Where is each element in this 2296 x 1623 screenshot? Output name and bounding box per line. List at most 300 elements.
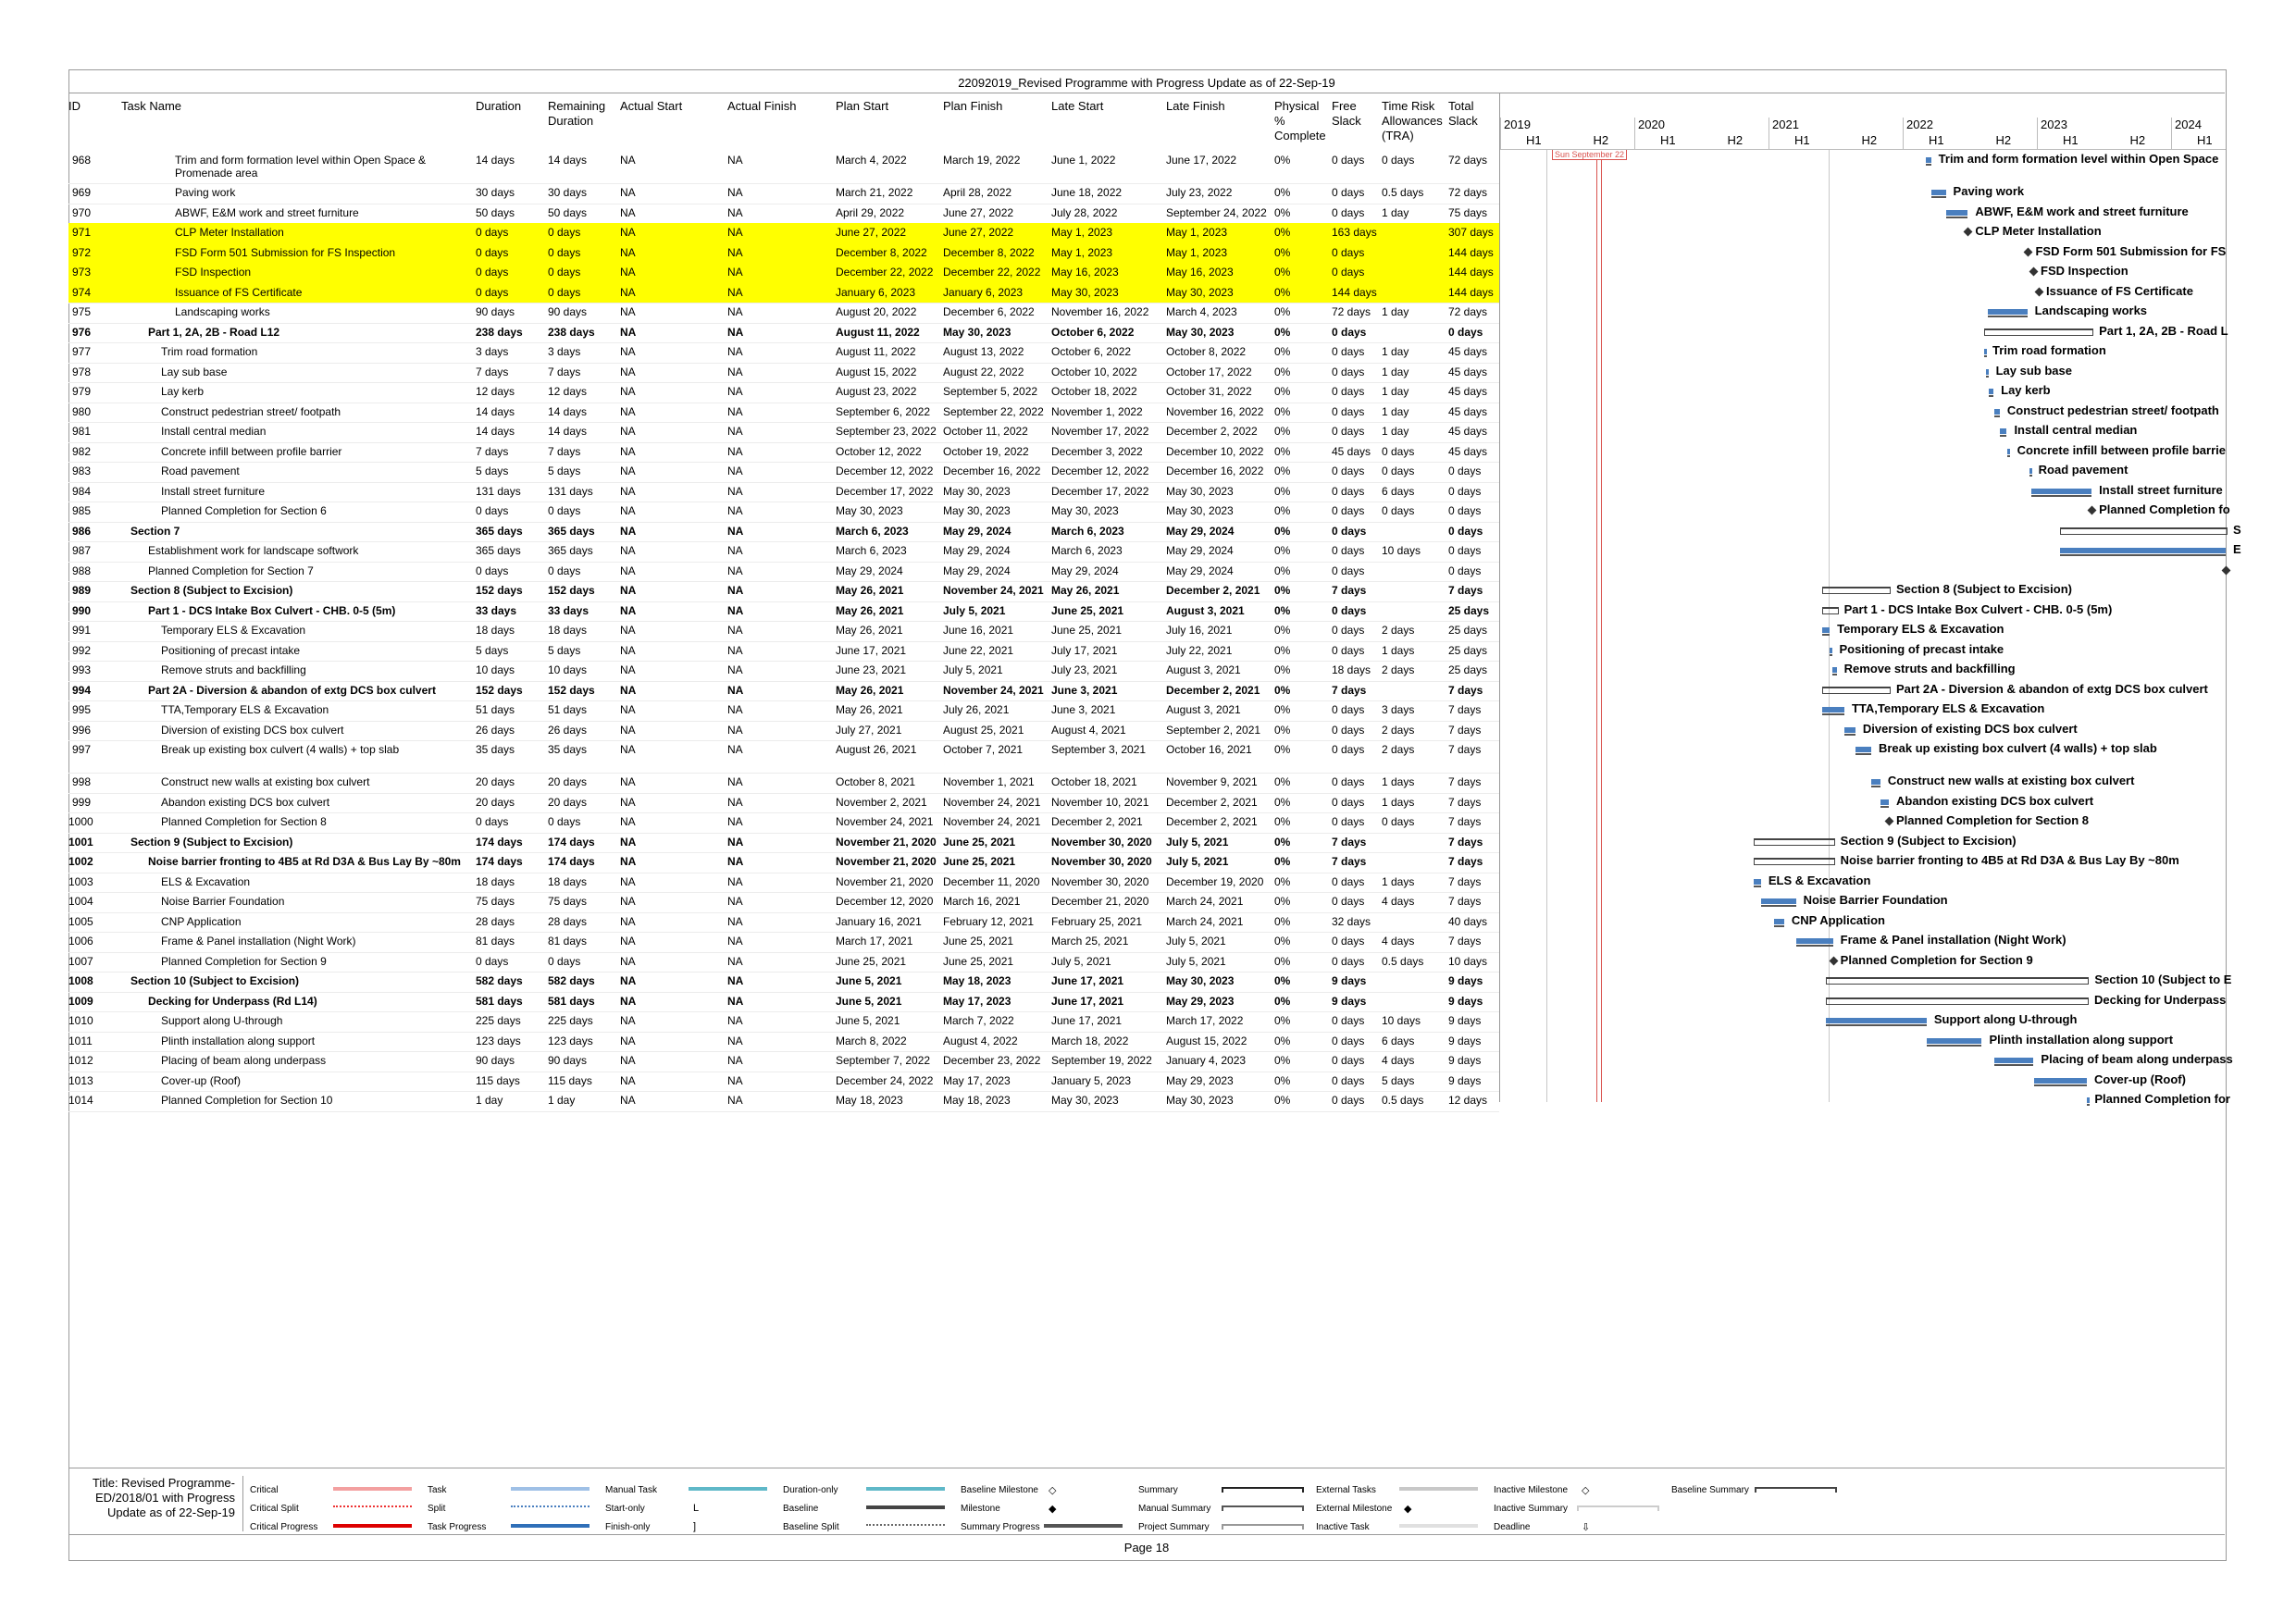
task-bar[interactable] <box>2034 1078 2087 1084</box>
table-row[interactable] <box>68 1091 1499 1111</box>
status-date-label: Sun September 22 <box>1552 149 1627 160</box>
cell-ps: November 21, 2020 <box>836 835 937 849</box>
gantt-bar-label: Concrete infill between profile barrie <box>2017 442 2226 457</box>
gantt-bar-label: Install street furniture <box>2099 482 2223 497</box>
task-bar[interactable] <box>1822 627 1830 633</box>
table-row[interactable] <box>68 151 1499 183</box>
cell-pc: 0% <box>1274 365 1291 378</box>
cell-pc: 0% <box>1274 524 1291 538</box>
table-row[interactable] <box>68 681 1499 701</box>
cell-ts: 25 days <box>1448 624 1488 637</box>
cell-dur: 0 days <box>476 245 509 259</box>
task-bar[interactable] <box>1994 1058 2033 1063</box>
table-row[interactable] <box>68 204 1499 224</box>
cell-as: NA <box>620 226 636 239</box>
table-row[interactable] <box>68 1032 1499 1052</box>
cell-lf: March 4, 2023 <box>1166 305 1237 318</box>
cell-dur: 14 days <box>476 154 515 167</box>
table-row[interactable] <box>68 912 1499 933</box>
cell-dur: 0 days <box>476 564 509 577</box>
cell-id: 975 <box>71 305 91 318</box>
legend-swatch <box>1755 1487 1837 1493</box>
cell-task-name: Planned Completion for Section 8 <box>161 815 327 828</box>
table-row[interactable] <box>68 1051 1499 1072</box>
cell-af: NA <box>727 385 743 398</box>
cell-pf: May 18, 2023 <box>943 974 1011 987</box>
cell-as: NA <box>620 444 636 458</box>
gantt-bar-label: Placing of beam along underpass <box>2041 1052 2233 1066</box>
cell-rem: 7 days <box>548 365 581 378</box>
milestone-marker[interactable] <box>2222 565 2231 575</box>
task-bar[interactable] <box>1871 779 1880 785</box>
cell-lf: September 24, 2022 <box>1166 205 1267 219</box>
cell-pc: 0% <box>1274 245 1291 259</box>
cell-rem: 0 days <box>548 285 581 299</box>
cell-task-name: Part 2A - Diversion & abandon of extg DCS box culvert <box>148 683 436 697</box>
cell-pc: 0% <box>1274 504 1291 517</box>
cell-tra: 0 days <box>1382 444 1415 458</box>
cell-pf: June 25, 2021 <box>943 935 1014 948</box>
table-row[interactable] <box>68 363 1499 383</box>
task-bar[interactable] <box>1830 648 1832 653</box>
cell-ps: October 12, 2022 <box>836 444 922 458</box>
summary-bar[interactable] <box>1984 328 2093 336</box>
task-bar[interactable] <box>1988 309 2028 315</box>
gantt-bar-label: FSD Inspection <box>2041 264 2128 278</box>
task-bar[interactable] <box>1927 1038 1981 1044</box>
task-bar[interactable] <box>1931 190 1945 195</box>
table-row[interactable] <box>68 562 1499 582</box>
cell-as: NA <box>620 1014 636 1027</box>
legend-swatch <box>511 1487 590 1491</box>
cell-as: NA <box>620 484 636 498</box>
cell-as: NA <box>620 743 636 756</box>
cell-fs: 0 days <box>1332 1014 1365 1027</box>
summary-bar[interactable] <box>1826 997 2089 1005</box>
cell-pf: December 6, 2022 <box>943 305 1035 318</box>
table-row[interactable] <box>68 1072 1499 1092</box>
timescale-half: H2 <box>1995 133 2012 147</box>
col-header-free-slack[interactable]: Free Slack <box>1332 99 1361 128</box>
cell-ts: 0 days <box>1448 544 1482 557</box>
table-row[interactable] <box>68 581 1499 601</box>
cell-task-name: Frame & Panel installation (Night Work) <box>161 935 356 948</box>
cell-ls: July 5, 2021 <box>1051 954 1111 968</box>
col-header-actual-finish[interactable]: Actual Finish <box>727 99 797 113</box>
legend <box>68 1468 2225 1535</box>
table-row[interactable] <box>68 932 1499 952</box>
summary-bar[interactable] <box>1822 587 1891 594</box>
cell-as: NA <box>620 345 636 358</box>
baseline-bar <box>1931 196 1945 198</box>
cell-fs: 0 days <box>1332 504 1365 517</box>
table-row[interactable] <box>68 482 1499 502</box>
col-header-task-name[interactable]: Task Name <box>121 99 182 113</box>
gantt-bar-label: Section 10 (Subject to E <box>2094 973 2232 986</box>
col-header-plan-start[interactable]: Plan Start <box>836 99 889 113</box>
cell-ls: June 25, 2021 <box>1051 624 1123 637</box>
cell-tra: 0 days <box>1382 504 1415 517</box>
cell-af: NA <box>727 1094 743 1107</box>
task-bar[interactable] <box>2060 548 2226 553</box>
cell-task-name: Trim and form formation level within Open Space & Promenade area <box>175 154 427 180</box>
cell-ts: 10 days <box>1448 954 1488 968</box>
table-row[interactable] <box>68 873 1499 893</box>
gantt-bar-label: Noise Barrier Foundation <box>1803 893 1948 907</box>
cell-dur: 131 days <box>476 484 521 498</box>
cell-as: NA <box>620 683 637 697</box>
cell-pc: 0% <box>1274 723 1291 737</box>
cell-id: 984 <box>71 484 91 498</box>
cell-af: NA <box>727 703 743 716</box>
table-row[interactable] <box>68 263 1499 283</box>
col-header-physical-complete[interactable]: Physical % Complete <box>1274 99 1326 142</box>
task-bar[interactable] <box>1880 799 1889 805</box>
timescale-half: H1 <box>1929 133 1944 147</box>
cell-ls: November 30, 2020 <box>1051 855 1152 868</box>
col-header-late-finish[interactable]: Late Finish <box>1166 99 1225 113</box>
legend-swatch <box>333 1487 412 1491</box>
cell-pf: March 7, 2022 <box>943 1014 1014 1027</box>
cell-dur: 7 days <box>476 444 509 458</box>
cell-dur: 14 days <box>476 425 515 438</box>
cell-lf: July 5, 2021 <box>1166 954 1226 968</box>
cell-pc: 0% <box>1274 855 1291 868</box>
cell-ls: February 25, 2021 <box>1051 914 1143 928</box>
cell-pc: 0% <box>1274 425 1291 438</box>
table-row[interactable] <box>68 422 1499 442</box>
cell-ps: June 5, 2021 <box>836 1014 900 1027</box>
cell-ps: September 6, 2022 <box>836 404 931 418</box>
cell-ls: October 18, 2022 <box>1051 385 1137 398</box>
cell-dur: 18 days <box>476 624 515 637</box>
cell-lf: May 30, 2023 <box>1166 1094 1234 1107</box>
cell-rem: 174 days <box>548 835 595 849</box>
timescale-divider <box>1500 149 2226 150</box>
cell-id: 990 <box>71 603 91 617</box>
gantt-bar-label: Issuance of FS Certificate <box>2045 283 2193 298</box>
table-row[interactable] <box>68 833 1499 853</box>
table-row[interactable] <box>68 641 1499 662</box>
table-row[interactable] <box>68 952 1499 973</box>
gantt-gridline <box>1546 149 1547 1102</box>
col-header-actual-start[interactable]: Actual Start <box>620 99 683 113</box>
table-row[interactable] <box>68 740 1499 773</box>
task-bar[interactable] <box>1984 349 1987 354</box>
cell-af: NA <box>727 524 744 538</box>
table-row[interactable] <box>68 323 1499 343</box>
cell-af: NA <box>727 305 743 318</box>
cell-id: 989 <box>71 584 91 597</box>
task-bar[interactable] <box>1986 369 1989 375</box>
gantt-bar-label: Lay kerb <box>2001 383 2051 397</box>
cell-ls: October 6, 2022 <box>1051 325 1135 339</box>
milestone-marker[interactable] <box>1829 956 1838 965</box>
col-header-plan-finish[interactable]: Plan Finish <box>943 99 1003 113</box>
cell-ps: August 20, 2022 <box>836 305 917 318</box>
cell-ps: May 26, 2021 <box>836 624 903 637</box>
cell-pf: May 30, 2023 <box>943 325 1011 339</box>
table-row[interactable] <box>68 852 1499 873</box>
table-row[interactable] <box>68 972 1499 992</box>
cell-pf: September 5, 2022 <box>943 385 1038 398</box>
timescale-tick <box>2171 118 2172 149</box>
col-header-remaining-duration[interactable]: Remaining Duration <box>548 99 606 128</box>
cell-id: 1005 <box>68 914 93 928</box>
timescale-half: H2 <box>2129 133 2146 147</box>
cell-dur: 365 days <box>476 524 523 538</box>
cell-id: 986 <box>71 524 91 538</box>
task-bar[interactable] <box>1774 919 1784 924</box>
baseline-bar <box>2029 475 2032 477</box>
table-row[interactable] <box>68 442 1499 463</box>
table-row[interactable] <box>68 700 1499 721</box>
task-bar[interactable] <box>1761 898 1795 904</box>
task-bar[interactable] <box>1822 707 1844 712</box>
table-row[interactable] <box>68 382 1499 403</box>
task-bar[interactable] <box>1946 210 1967 216</box>
table-row[interactable] <box>68 621 1499 641</box>
cell-id: 972 <box>71 245 91 259</box>
cell-pf: May 29, 2024 <box>943 564 1011 577</box>
legend-label: Task <box>428 1485 447 1495</box>
legend-swatch: ⇩ <box>1582 1522 1591 1533</box>
cell-as: NA <box>620 154 636 167</box>
cell-ts: 9 days <box>1448 1034 1482 1047</box>
table-row[interactable] <box>68 283 1499 304</box>
cell-task-name: CNP Application <box>161 914 242 928</box>
cell-lf: May 30, 2023 <box>1166 504 1234 517</box>
cell-rem: 0 days <box>548 266 581 279</box>
gantt-bar-label: FSD Form 501 Submission for FS <box>2035 243 2227 258</box>
table-row[interactable] <box>68 522 1499 542</box>
cell-pc: 0% <box>1274 285 1291 299</box>
milestone-marker[interactable] <box>2029 267 2039 277</box>
table-row[interactable] <box>68 793 1499 813</box>
cell-fs: 0 days <box>1332 703 1365 716</box>
legend-swatch: ◇ <box>1049 1485 1057 1496</box>
cell-ps: December 12, 2020 <box>836 895 934 908</box>
summary-bar[interactable] <box>2060 527 2228 535</box>
cell-fs: 0 days <box>1332 1054 1365 1067</box>
table-row[interactable] <box>68 661 1499 681</box>
timescale-tick <box>1500 118 1501 149</box>
timescale-tick <box>2037 118 2038 149</box>
task-bar[interactable] <box>1989 389 1993 394</box>
summary-bar[interactable] <box>1754 858 1835 865</box>
gantt-bar-label: Section 9 (Subject to Excision) <box>1840 833 2017 848</box>
task-bar[interactable] <box>1754 879 1761 885</box>
cell-ts: 0 days <box>1448 524 1483 538</box>
task-bar[interactable] <box>1926 157 1931 163</box>
milestone-marker[interactable] <box>2088 506 2097 515</box>
legend-label: Summary Progress <box>961 1522 1040 1532</box>
cell-ps: March 21, 2022 <box>836 186 913 199</box>
task-bar[interactable] <box>2031 489 2091 494</box>
gantt-bar-label: ABWF, E&M work and street furniture <box>1975 204 2189 218</box>
task-bar[interactable] <box>1832 667 1837 673</box>
cell-tra: 1 day <box>1382 425 1409 438</box>
cell-ps: November 21, 2020 <box>836 874 934 888</box>
cell-ps: July 27, 2021 <box>836 723 902 737</box>
cell-fs: 7 days <box>1332 683 1367 697</box>
milestone-marker[interactable] <box>1964 228 1973 237</box>
cell-ps: January 16, 2021 <box>836 914 922 928</box>
cell-ls: June 1, 2022 <box>1051 154 1116 167</box>
cell-af: NA <box>727 603 744 617</box>
cell-af: NA <box>727 404 743 418</box>
cell-pc: 0% <box>1274 584 1291 597</box>
table-row[interactable] <box>68 541 1499 562</box>
milestone-marker[interactable] <box>1885 817 1894 826</box>
legend-label: Duration-only <box>783 1485 838 1495</box>
cell-id: 1006 <box>68 935 93 948</box>
cell-task-name: Decking for Underpass (Rd L14) <box>148 994 317 1008</box>
task-bar[interactable] <box>2029 468 2032 474</box>
legend-swatch <box>866 1487 945 1491</box>
cell-pc: 0% <box>1274 974 1291 987</box>
legend-label: Start-only <box>605 1504 645 1514</box>
cell-tra: 2 days <box>1382 743 1415 756</box>
cell-dur: 35 days <box>476 743 515 756</box>
cell-rem: 33 days <box>548 603 590 617</box>
cell-tra: 10 days <box>1382 1014 1421 1027</box>
legend-swatch <box>866 1524 945 1526</box>
cell-fs: 0 days <box>1332 743 1365 756</box>
cell-fs: 0 days <box>1332 1073 1365 1087</box>
col-header-late-start[interactable]: Late Start <box>1051 99 1104 113</box>
table-row[interactable] <box>68 223 1499 243</box>
cell-ps: May 26, 2021 <box>836 703 903 716</box>
gantt-bar-label: Remove struts and backfilling <box>1843 662 2016 675</box>
cell-lf: August 15, 2022 <box>1166 1034 1247 1047</box>
cell-af: NA <box>727 974 744 987</box>
cell-dur: 26 days <box>476 723 515 737</box>
col-header-id[interactable]: ID <box>68 99 81 113</box>
cell-pf: December 16, 2022 <box>943 465 1041 477</box>
table-row[interactable] <box>68 992 1499 1012</box>
gantt-bar-label: Decking for Underpass <box>2093 992 2227 1007</box>
cell-as: NA <box>620 974 637 987</box>
cell-as: NA <box>620 465 636 477</box>
milestone-marker[interactable] <box>2035 287 2044 296</box>
cell-lf: November 9, 2021 <box>1166 775 1258 788</box>
cell-task-name: Section 10 (Subject to Excision) <box>130 974 300 987</box>
table-row[interactable] <box>68 721 1499 741</box>
summary-bar[interactable] <box>1822 687 1891 694</box>
cell-as: NA <box>620 795 636 809</box>
table-row[interactable] <box>68 462 1499 482</box>
cell-rem: 18 days <box>548 624 588 637</box>
cell-fs: 7 days <box>1332 855 1367 868</box>
baseline-bar <box>2000 435 2006 437</box>
cell-lf: May 29, 2023 <box>1166 1073 1234 1087</box>
table-row[interactable] <box>68 812 1499 833</box>
cell-ts: 7 days <box>1448 835 1483 849</box>
cell-ts: 72 days <box>1448 186 1488 199</box>
cell-id: 992 <box>71 643 91 657</box>
legend-label: Manual Task <box>605 1485 657 1495</box>
table-row[interactable] <box>68 183 1499 204</box>
summary-bar[interactable] <box>1754 838 1835 846</box>
cell-id: 1010 <box>68 1014 93 1027</box>
cell-ls: May 26, 2021 <box>1051 584 1120 597</box>
table-row[interactable] <box>68 403 1499 423</box>
task-bar[interactable] <box>2007 449 2010 454</box>
cell-ps: June 17, 2021 <box>836 643 907 657</box>
cell-ts: 9 days <box>1448 1054 1482 1067</box>
cell-fs: 0 days <box>1332 775 1365 788</box>
col-header-tra[interactable]: Time Risk Allowances (TRA) <box>1382 99 1443 142</box>
table-row[interactable] <box>68 1011 1499 1032</box>
cell-pc: 0% <box>1274 1054 1291 1067</box>
cell-as: NA <box>620 815 636 828</box>
table-row[interactable] <box>68 892 1499 912</box>
table-row[interactable] <box>68 303 1499 323</box>
cell-ls: July 28, 2022 <box>1051 205 1118 219</box>
table-row[interactable] <box>68 342 1499 363</box>
legend-swatch <box>1222 1505 1304 1511</box>
cell-id: 977 <box>71 345 91 358</box>
milestone-marker[interactable] <box>2024 247 2033 256</box>
cell-tra: 1 day <box>1382 205 1409 219</box>
baseline-bar <box>1754 886 1761 887</box>
cell-fs: 0 days <box>1332 385 1365 398</box>
cell-fs: 0 days <box>1332 874 1365 888</box>
task-bar[interactable] <box>1855 747 1871 752</box>
summary-bar[interactable] <box>1822 607 1839 614</box>
timescale-half: H1 <box>1526 133 1542 147</box>
cell-fs: 0 days <box>1332 245 1365 259</box>
cell-dur: 238 days <box>476 325 523 339</box>
cell-pc: 0% <box>1274 465 1291 477</box>
cell-tra: 6 days <box>1382 484 1415 498</box>
cell-lf: December 2, 2021 <box>1166 584 1260 597</box>
cell-ls: May 1, 2023 <box>1051 245 1113 259</box>
cell-ts: 12 days <box>1448 1094 1488 1107</box>
task-bar[interactable] <box>1796 938 1833 944</box>
table-row[interactable] <box>68 502 1499 522</box>
cell-as: NA <box>620 385 636 398</box>
cell-dur: 14 days <box>476 404 515 418</box>
task-bar[interactable] <box>2087 1097 2090 1103</box>
cell-pf: April 28, 2022 <box>943 186 1012 199</box>
table-row[interactable] <box>68 773 1499 793</box>
cell-af: NA <box>727 205 743 219</box>
summary-bar[interactable] <box>1826 977 2090 985</box>
col-header-total-slack[interactable]: Total Slack <box>1448 99 1478 128</box>
task-bar[interactable] <box>1826 1018 1927 1023</box>
table-row[interactable] <box>68 243 1499 264</box>
task-bar[interactable] <box>1844 727 1855 733</box>
cell-pc: 0% <box>1274 643 1291 657</box>
baseline-bar <box>1994 1064 2033 1066</box>
cell-as: NA <box>620 954 636 968</box>
cell-pc: 0% <box>1274 226 1291 239</box>
task-bar[interactable] <box>2000 428 2006 434</box>
cell-lf: July 22, 2021 <box>1166 643 1233 657</box>
col-header-duration[interactable]: Duration <box>476 99 522 113</box>
legend-swatch <box>511 1505 590 1507</box>
cell-pc: 0% <box>1274 1014 1291 1027</box>
cell-pf: March 19, 2022 <box>943 154 1021 167</box>
cell-as: NA <box>620 425 636 438</box>
cell-fs: 7 days <box>1332 584 1367 597</box>
baseline-bar <box>2087 1104 2090 1106</box>
cell-lf: May 29, 2024 <box>1166 544 1234 557</box>
table-row[interactable] <box>68 601 1499 622</box>
task-bar[interactable] <box>1994 409 2000 415</box>
